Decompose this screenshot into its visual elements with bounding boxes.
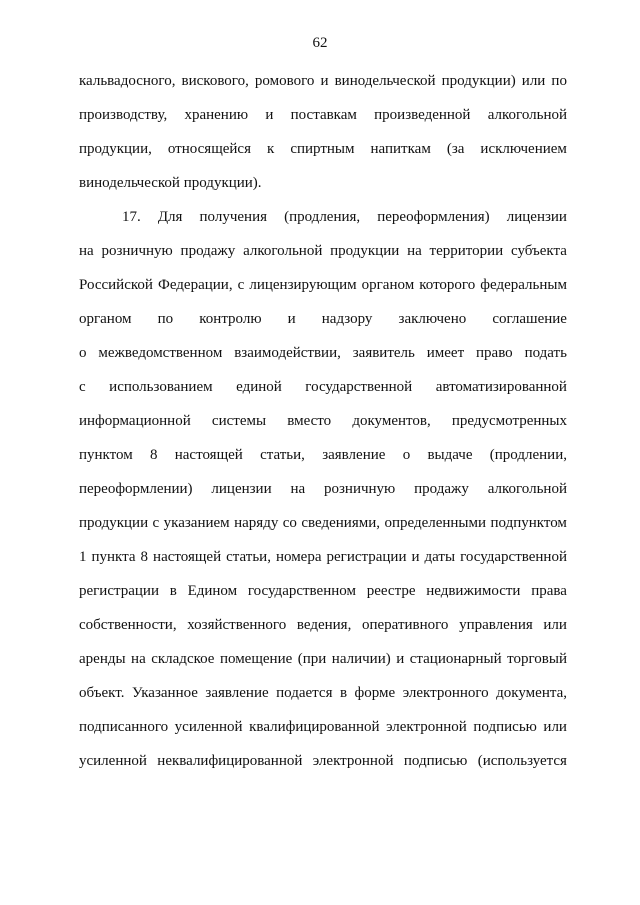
document-body [79,70,567,784]
text-line: аренды на складское помещение (при наличии) и стационарный торговый [79,651,567,667]
text-line: о межведомственном взаимодействии, заявитель имеет право подать [79,345,567,361]
text-line: продукции, относящейся к спиртным напиткам (за исключением [79,141,567,157]
page-number: 62 [312,35,328,51]
text-line: на розничную продажу алкогольной продукции на территории субъекта [79,243,567,259]
text-line: с использованием единой государственной автоматизированной [79,379,567,395]
text-line: регистрации в Едином государственном реестре недвижимости права [79,583,567,599]
text-line: винодельческой продукции). [79,175,262,191]
text-line: органом по контролю и надзору заключено соглашение [79,311,567,327]
text-line: производству, хранению и поставкам произведенной алкогольной [79,107,567,123]
text-line: пунктом 8 настоящей статьи, заявление о выдаче (продлении, [79,447,567,463]
text-line: собственности, хозяйственного ведения, оперативного управления или [79,617,567,633]
text-line: продукции с указанием наряду со сведениями, определенными подпунктом [79,515,567,531]
text-line: усиленной неквалифицированной электронной подписью (используется [79,753,567,769]
text-line: подписанного усиленной квалифицированной электронной подписью или [79,719,567,735]
text-line: объект. Указанное заявление подается в форме электронного документа, [79,685,567,701]
text-line: 17. Для получения (продления, переоформления) лицензии [122,209,567,225]
text-line: Российской Федерации, с лицензирующим органом которого федеральным [79,277,567,293]
text-line: переоформлении) лицензии на розничную продажу алкогольной [79,481,567,497]
text-line: кальвадосного, вискового, ромового и винодельческой продукции) или по [79,73,567,89]
text-line: 1 пункта 8 настоящей статьи, номера регистрации и даты государственной [79,549,567,565]
text-line: информационной системы вместо документов, предусмотренных [79,413,567,429]
